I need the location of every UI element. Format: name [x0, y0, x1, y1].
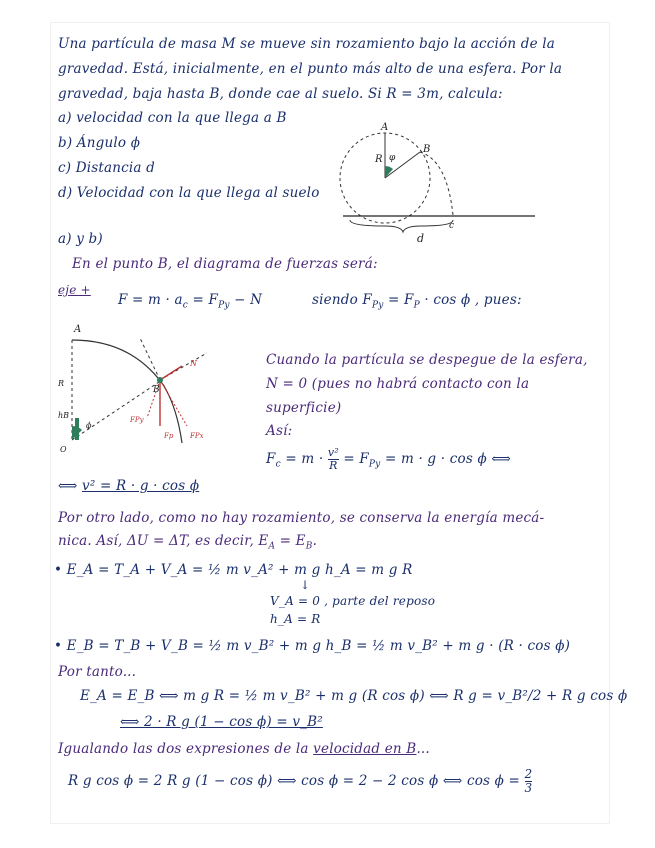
trajectory [420, 152, 453, 215]
label-phi2: ϕ [86, 421, 92, 430]
igualando-line: Igualando las dos expresiones de la velocidad en B... [58, 741, 430, 757]
energy-result-line: ⟺ 2 · R g (1 − cos ϕ) = v_B² [120, 714, 323, 730]
energy-line-2: nica. Así, ΔU = ΔT, es decir, $E_A = E_B$. [58, 533, 318, 552]
centripetal-equation: $F_c = m$ · $\frac{\text{v²}}{R}$ = $F_{Py} = m \cdot g \cdot \cos \phi$ ⟺ [266, 446, 511, 472]
sphere-diagram [335, 120, 545, 245]
question-c: c) Distancia d [58, 160, 156, 176]
ha-note: h_A = R [270, 612, 321, 626]
point-B [157, 377, 163, 383]
energy-line-1: Por otro lado, como no hay rozamiento, se conserva la energía mecá- [58, 510, 545, 526]
normal-force-arrow [160, 366, 182, 380]
tangent-line [140, 338, 160, 380]
label-phi: φ [389, 153, 396, 163]
implies-arrow: ↓ [300, 578, 311, 592]
energy-A-equation: • E_A = T_A + V_A = ½ m v_A² + m g h_A = m g R [54, 562, 413, 578]
label-A: A [381, 122, 389, 133]
va-note: V_A = 0 , parte del reposo [270, 594, 436, 608]
label-O: O [60, 445, 67, 454]
problem-line-2: gravedad. Está, inicialmente, en el punto más alto de una esfera. Por la [58, 61, 563, 77]
label-A2: A [74, 324, 82, 335]
problem-line-1: Una partícula de masa M se mueve sin rozamiento bajo la acción de la [58, 36, 556, 52]
asi-label: Así: [266, 423, 293, 439]
radius-to-B [72, 380, 162, 440]
velocity-squared-result: ⟺ v² = R · g · cos ϕ [58, 478, 200, 494]
por-tanto: Por tanto... [58, 664, 137, 680]
label-Fp: Fp [164, 432, 174, 440]
problem-line-3: gravedad, baja hasta B, donde cae al suelo. Si R = 3m, calcula: [58, 86, 503, 102]
label-d: d [417, 232, 425, 245]
label-R2: R [58, 379, 65, 388]
label-R: R [375, 154, 383, 165]
solution-heading: a) y b) [58, 231, 103, 247]
force-diagram [52, 318, 232, 458]
axis-label: eje + [58, 283, 91, 297]
question-a: a) velocidad con la que llega a B [58, 110, 287, 126]
distance-brace [350, 220, 453, 232]
final-equation: R g cos ϕ = 2 R g (1 − cos ϕ) ⟺ cos ϕ = 2 − 2 cos ϕ ⟺ cos ϕ = $\frac{2}{3}$ [68, 767, 533, 795]
equation-siendo: siendo $F_{Py} = F_P \cdot \cos \phi$ , pues: [312, 292, 522, 311]
label-hB: hB [58, 411, 70, 420]
energy-equality-line: E_A = E_B ⟺ m g R = ½ m v_B² + m g (R cos ϕ) ⟺ R g = v_B²/2 + R g cos ϕ [80, 688, 628, 704]
detach-line-2: N = 0 (pues no habrá contacto con la [266, 376, 530, 392]
label-N: N [190, 359, 197, 368]
label-Fpy: FPy [130, 416, 144, 424]
forces-intro: En el punto B, el diagrama de fuerzas será: [72, 256, 378, 272]
label-C: c [449, 221, 455, 231]
label-B2: B [153, 385, 160, 395]
label-Fpx: FPx [190, 432, 204, 440]
label-B: B [423, 144, 431, 155]
question-b: b) Ángulo ϕ [58, 135, 141, 151]
question-d: d) Velocidad con la que llega al suelo [58, 185, 320, 201]
detach-line-1: Cuando la partícula se despegue de la esfera, [266, 352, 588, 368]
energy-B-equation: • E_B = T_B + V_B = ½ m v_B² + m g h_B = ½ m v_B² + m g · (R · cos ϕ) [54, 638, 571, 654]
fpx-component [160, 380, 187, 426]
detach-line-3: superficie) [266, 400, 342, 416]
angle-marker [385, 166, 393, 178]
equation-newton: $F = m \cdot a_c = F_{Py} - N$ [118, 292, 263, 311]
